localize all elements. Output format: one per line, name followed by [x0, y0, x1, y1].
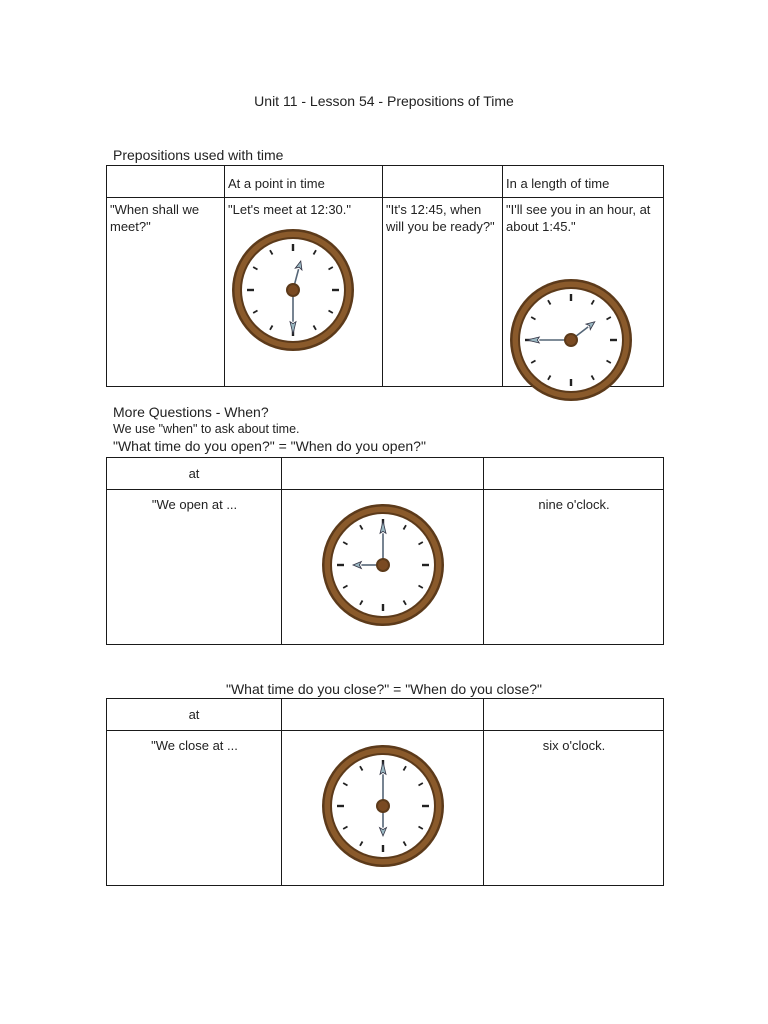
table2-cell-clock	[282, 490, 484, 645]
table2-header-cell	[484, 458, 664, 490]
close-table	[106, 698, 664, 886]
clock-icon	[319, 742, 447, 870]
table2-cell-open: "We open at ...	[107, 490, 282, 645]
table1-cell-meet: "Let's meet at 12:30."	[225, 198, 383, 387]
table3-cell-clock	[282, 731, 484, 886]
table1-header-cell	[383, 166, 503, 198]
table1-header-cell	[107, 166, 225, 198]
table1-cell-hour: "I'll see you in an hour, at about 1:45."	[503, 198, 664, 387]
table1-cell-question: "When shall we meet?"	[107, 198, 225, 387]
clock-icon	[507, 276, 635, 404]
table1-header-length: In a length of time	[503, 166, 664, 198]
table3-cell-close: "We close at ...	[107, 731, 282, 886]
table2-header-at: at	[107, 458, 282, 490]
open-table	[106, 457, 664, 645]
table1-cell-ready: "It's 12:45, when will you be ready?"	[383, 198, 503, 387]
section3-question: "What time do you close?" = "When do you close?"	[226, 681, 542, 697]
section1-label: Prepositions used with time	[113, 147, 284, 163]
table3-header-at: at	[107, 699, 282, 731]
section2-note: We use "when" to ask about time.	[113, 422, 300, 436]
table3-header-cell	[282, 699, 484, 731]
table3-cell-time: six o'clock.	[484, 731, 664, 886]
table2-cell-time: nine o'clock.	[484, 490, 664, 645]
prepositions-table	[106, 165, 664, 387]
clock-icon	[319, 501, 447, 629]
table2-header-cell	[282, 458, 484, 490]
clock-icon	[229, 226, 357, 354]
table3-header-cell	[484, 699, 664, 731]
table1-header-point: At a point in time	[225, 166, 383, 198]
page-title: Unit 11 - Lesson 54 - Prepositions of Time	[254, 93, 514, 109]
section2-label: More Questions - When?	[113, 404, 269, 420]
section2-question: "What time do you open?" = "When do you open?"	[113, 438, 426, 454]
